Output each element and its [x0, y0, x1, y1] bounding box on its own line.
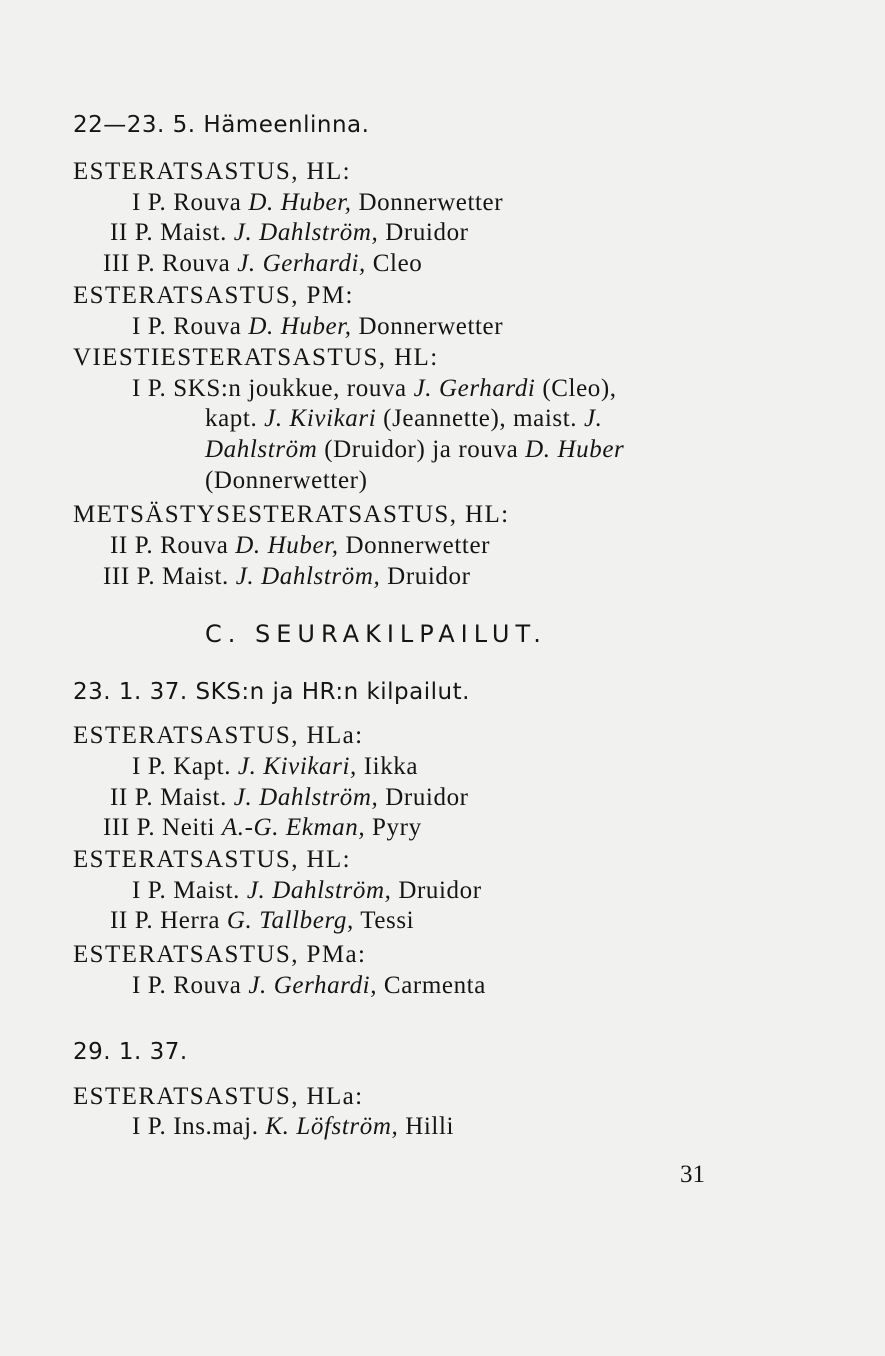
person-name: J. Dahlström, — [233, 784, 379, 811]
person-name: J. Kivikari — [264, 405, 377, 432]
person-name: D. Huber — [525, 436, 625, 463]
person-name: Dahlström — [205, 436, 318, 463]
placing-line — [110, 783, 469, 813]
person-name: D. Huber, — [235, 532, 339, 559]
section-heading: 23. 1. 37. SKS:n ja HR:n kilpailut. — [73, 679, 470, 705]
placing-line — [132, 188, 503, 218]
placing-line — [110, 531, 490, 561]
placing-line — [132, 876, 482, 906]
text-span: Druidor — [378, 219, 469, 246]
person-name: D. Huber, — [248, 313, 352, 340]
text-span: Tessi — [353, 907, 415, 934]
text-span: III P. Rouva — [103, 250, 238, 277]
placing-line — [110, 218, 469, 248]
placing-line — [103, 249, 422, 279]
category-heading: ESTERATSASTUS, HLa: — [73, 722, 364, 749]
text-span: II P. Herra — [110, 907, 227, 934]
placing-line — [110, 906, 414, 936]
placing-line — [132, 1112, 454, 1142]
text-span: II P. Rouva — [110, 532, 236, 559]
category-heading: VIESTIESTERATSASTUS, HL: — [73, 344, 439, 371]
placing-line — [132, 312, 503, 342]
person-name: J. Dahlström, — [235, 563, 381, 590]
text-span: III P. Neiti — [103, 814, 222, 841]
placing-line — [205, 435, 624, 465]
text-span: II P. Maist. — [110, 784, 234, 811]
text-span: Hilli — [398, 1113, 455, 1140]
section-heading: 29. 1. 37. — [73, 1039, 188, 1065]
category-heading: ESTERATSASTUS, PM: — [73, 282, 354, 309]
section-heading: 22—23. 5. Hämeenlinna. — [73, 112, 370, 138]
person-name: J. Dahlström, — [233, 219, 379, 246]
page-number: 31 — [680, 1161, 705, 1188]
placing-line — [132, 374, 617, 404]
placing-line — [132, 752, 418, 782]
text-span: I P. Rouva — [132, 189, 249, 216]
person-name: A.-G. Ekman, — [221, 814, 366, 841]
text-line: (Donnerwetter) — [205, 467, 368, 494]
text-span: Pyry — [365, 814, 422, 841]
text-span: Donnerwetter — [351, 313, 504, 340]
person-name: J. Kivikari, — [237, 753, 357, 780]
person-name: J. Dahlström, — [246, 877, 392, 904]
text-span: (Jeannette), maist. — [376, 405, 584, 432]
text-span: Donnerwetter — [351, 189, 504, 216]
person-name: J. Gerhardi, — [248, 972, 378, 999]
person-name: D. Huber, — [248, 189, 352, 216]
placing-line — [103, 562, 471, 592]
placing-line — [205, 404, 603, 434]
text-span: Druidor — [391, 877, 482, 904]
text-span: Druidor — [380, 563, 471, 590]
text-span: III P. Maist. — [103, 563, 236, 590]
category-heading: ESTERATSASTUS, HLa: — [73, 1083, 364, 1110]
person-name: J. Gerhardi — [413, 375, 536, 402]
text-span: I P. Kapt. — [132, 753, 238, 780]
person-name: G. Tallberg, — [226, 907, 354, 934]
text-span: I P. Ins.maj. — [132, 1113, 266, 1140]
category-heading: METSÄSTYSESTERATSASTUS, HL: — [73, 501, 510, 528]
text-span: Cleo — [365, 250, 423, 277]
text-span: Donnerwetter — [338, 532, 491, 559]
text-span: II P. Maist. — [110, 219, 234, 246]
text-span: Druidor — [378, 784, 469, 811]
person-name: J. Gerhardi, — [237, 250, 366, 277]
person-name: K. Löfström, — [265, 1113, 399, 1140]
text-span: I P. Maist. — [132, 877, 247, 904]
category-heading: ESTERATSASTUS, HL: — [73, 158, 352, 185]
text-span: Iikka — [356, 753, 419, 780]
text-span: kapt. — [205, 405, 265, 432]
text-span: I P. SKS:n joukkue, rouva — [132, 375, 414, 402]
text-span: Carmenta — [377, 972, 486, 999]
text-span: (Cleo), — [535, 375, 617, 402]
text-span: (Druidor) ja rouva — [317, 436, 526, 463]
text-span: I P. Rouva — [132, 972, 249, 999]
placing-line — [103, 813, 422, 843]
category-heading: ESTERATSASTUS, HL: — [73, 846, 352, 873]
person-name: J. — [583, 405, 603, 432]
text-span: I P. Rouva — [132, 313, 249, 340]
placing-line — [132, 971, 486, 1001]
category-heading: ESTERATSASTUS, PMa: — [73, 941, 367, 968]
section-heading: C. SEURAKILPAILUT. — [205, 620, 547, 648]
